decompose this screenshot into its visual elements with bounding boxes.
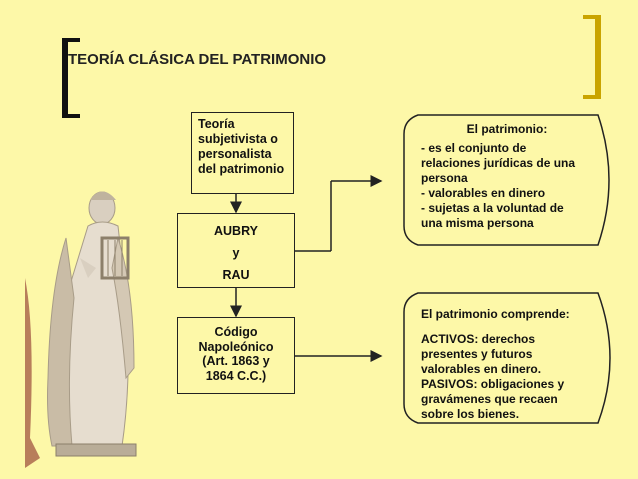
- top-panel-line: persona: [421, 171, 468, 185]
- bottom-panel-line: PASIVOS: obligaciones y: [421, 377, 565, 391]
- bottom-panel-header: El patrimonio comprende:: [421, 307, 570, 321]
- box-teoria-line: personalista: [198, 147, 272, 161]
- bottom-panel-text: [421, 307, 593, 422]
- box-aubry-line: AUBRY: [214, 224, 258, 238]
- bottom-panel-line: gravámenes que recaen: [421, 392, 558, 406]
- statue-image: [25, 178, 145, 468]
- box-teoria-line: subjetivista o: [198, 132, 278, 146]
- box-teoria-line: del patrimonio: [198, 162, 285, 176]
- box-codigo-line: Código: [214, 325, 258, 339]
- top-panel-line: una misma persona: [421, 216, 534, 230]
- box-aubry-line: y: [232, 246, 240, 260]
- box-teoria-subjetivista: [191, 112, 294, 194]
- bottom-panel-line: presentes y futuros: [421, 347, 533, 361]
- top-panel-line: - es el conjunto de: [421, 141, 527, 155]
- bottom-panel-line: valorables en dinero.: [421, 362, 542, 376]
- bottom-panel-line: ACTIVOS: derechos: [421, 332, 536, 346]
- top-panel-line: - valorables en dinero: [421, 186, 546, 200]
- box-codigo-napoleonico: [177, 317, 295, 394]
- slide-title: TEORÍA CLÁSICA DEL PATRIMONIO: [68, 51, 327, 68]
- box-codigo-line: (Art. 1863 y: [202, 354, 270, 368]
- top-panel-line: relaciones jurídicas de una: [421, 156, 576, 170]
- top-panel-text: [421, 122, 593, 231]
- box-aubry-line: RAU: [222, 268, 250, 282]
- bottom-panel-line: sobre los bienes.: [421, 407, 520, 421]
- top-panel-line: - sujetas a la voluntad de: [421, 201, 564, 215]
- top-panel-header: El patrimonio:: [466, 122, 548, 136]
- box-teoria-line: Teoría: [198, 117, 235, 131]
- box-codigo-line: Napoleónico: [198, 339, 274, 354]
- box-aubry-rau: [177, 213, 295, 288]
- box-codigo-line: 1864 C.C.): [205, 368, 267, 383]
